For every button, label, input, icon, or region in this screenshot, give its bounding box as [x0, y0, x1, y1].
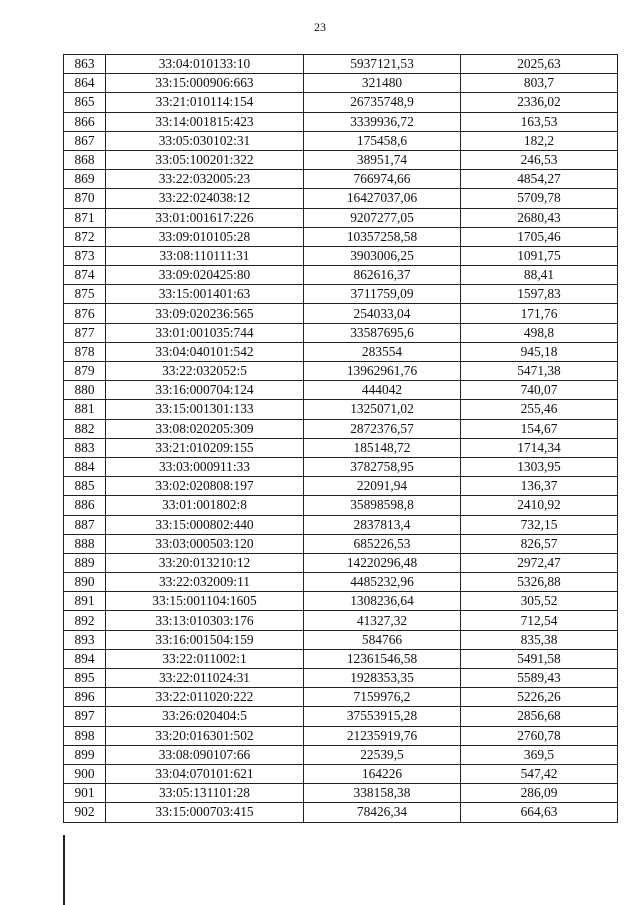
table-row [64, 726, 618, 745]
row-number-cell: 873 [64, 246, 106, 265]
amount-cell: 712,54 [461, 611, 618, 630]
table-row [64, 803, 618, 822]
row-number-cell: 885 [64, 477, 106, 496]
amount-cell: 2856,68 [461, 707, 618, 726]
row-number-cell: 892 [64, 611, 106, 630]
table-row [64, 669, 618, 688]
row-number-cell: 869 [64, 170, 106, 189]
cadastral-value-cell: 4485232,96 [304, 573, 461, 592]
cadastral-number-cell: 33:08:110111:31 [106, 246, 304, 265]
row-number-cell: 886 [64, 496, 106, 515]
table-row [64, 362, 618, 381]
row-number-cell: 894 [64, 649, 106, 668]
cadastral-value-cell: 3903006,25 [304, 246, 461, 265]
amount-cell: 2025,63 [461, 55, 618, 74]
table-row [64, 55, 618, 74]
cadastral-number-cell: 33:03:000911:33 [106, 457, 304, 476]
cadastral-value-cell: 2837813,4 [304, 515, 461, 534]
row-number-cell: 901 [64, 784, 106, 803]
cadastral-value-cell: 1308236,64 [304, 592, 461, 611]
table-row [64, 227, 618, 246]
cadastral-number-cell: 33:03:000503:120 [106, 534, 304, 553]
cadastral-number-cell: 33:01:001617:226 [106, 208, 304, 227]
amount-cell: 5326,88 [461, 573, 618, 592]
cadastral-number-cell: 33:16:000704:124 [106, 381, 304, 400]
amount-cell: 5589,43 [461, 669, 618, 688]
cadastral-value-cell: 685226,53 [304, 534, 461, 553]
cadastral-number-cell: 33:13:010303:176 [106, 611, 304, 630]
row-number-cell: 884 [64, 457, 106, 476]
row-number-cell: 881 [64, 400, 106, 419]
cadastral-number-cell: 33:01:001035:744 [106, 323, 304, 342]
table-row [64, 419, 618, 438]
cadastral-number-cell: 33:04:070101:621 [106, 764, 304, 783]
amount-cell: 5471,38 [461, 362, 618, 381]
table-row [64, 112, 618, 131]
cadastral-value-cell: 26735748,9 [304, 93, 461, 112]
cadastral-value-cell: 2872376,57 [304, 419, 461, 438]
cadastral-value-cell: 41327,32 [304, 611, 461, 630]
table-row [64, 74, 618, 93]
cadastral-value-cell: 22091,94 [304, 477, 461, 496]
table-row [64, 630, 618, 649]
table-row [64, 93, 618, 112]
amount-cell: 826,57 [461, 534, 618, 553]
cadastral-number-cell: 33:02:020808:197 [106, 477, 304, 496]
cadastral-number-cell: 33:16:001504:159 [106, 630, 304, 649]
cadastral-value-cell: 254033,04 [304, 304, 461, 323]
row-number-cell: 865 [64, 93, 106, 112]
table-row [64, 688, 618, 707]
amount-cell: 2760,78 [461, 726, 618, 745]
table-row [64, 707, 618, 726]
amount-cell: 255,46 [461, 400, 618, 419]
row-number-cell: 896 [64, 688, 106, 707]
table-row [64, 189, 618, 208]
table-row [64, 764, 618, 783]
row-number-cell: 891 [64, 592, 106, 611]
cadastral-number-cell: 33:05:131101:28 [106, 784, 304, 803]
page-number: 23 [314, 20, 326, 34]
cadastral-number-cell: 33:04:040101:542 [106, 342, 304, 361]
cadastral-number-cell: 33:26:020404:5 [106, 707, 304, 726]
table-row [64, 649, 618, 668]
table-row [64, 515, 618, 534]
row-number-cell: 871 [64, 208, 106, 227]
table-row [64, 342, 618, 361]
cadastral-number-cell: 33:14:001815:423 [106, 112, 304, 131]
cadastral-value-cell: 321480 [304, 74, 461, 93]
cadastral-number-cell: 33:22:032052:5 [106, 362, 304, 381]
cadastral-number-cell: 33:05:030102:31 [106, 131, 304, 150]
table-row [64, 745, 618, 764]
cadastral-number-cell: 33:15:001401:63 [106, 285, 304, 304]
amount-cell: 2972,47 [461, 553, 618, 572]
cadastral-number-cell: 33:08:020205:309 [106, 419, 304, 438]
row-number-cell: 889 [64, 553, 106, 572]
row-number-cell: 864 [64, 74, 106, 93]
cadastral-value-cell: 338158,38 [304, 784, 461, 803]
cadastral-value-cell: 21235919,76 [304, 726, 461, 745]
table-row [64, 208, 618, 227]
table-row [64, 477, 618, 496]
cadastral-value-cell: 1325071,02 [304, 400, 461, 419]
amount-cell: 182,2 [461, 131, 618, 150]
row-number-cell: 880 [64, 381, 106, 400]
amount-cell: 664,63 [461, 803, 618, 822]
cadastral-value-cell: 584766 [304, 630, 461, 649]
table-row [64, 784, 618, 803]
amount-cell: 5709,78 [461, 189, 618, 208]
amount-cell: 154,67 [461, 419, 618, 438]
amount-cell: 945,18 [461, 342, 618, 361]
amount-cell: 4854,27 [461, 170, 618, 189]
row-number-cell: 883 [64, 438, 106, 457]
amount-cell: 2336,02 [461, 93, 618, 112]
row-number-cell: 876 [64, 304, 106, 323]
amount-cell: 1705,46 [461, 227, 618, 246]
row-number-cell: 879 [64, 362, 106, 381]
row-number-cell: 867 [64, 131, 106, 150]
table-row [64, 150, 618, 169]
amount-cell: 835,38 [461, 630, 618, 649]
amount-cell: 1091,75 [461, 246, 618, 265]
cadastral-table [63, 54, 618, 823]
cadastral-number-cell: 33:15:001301:133 [106, 400, 304, 419]
cadastral-number-cell: 33:01:001802:8 [106, 496, 304, 515]
row-number-cell: 900 [64, 764, 106, 783]
row-number-cell: 893 [64, 630, 106, 649]
table-row [64, 534, 618, 553]
table-row [64, 553, 618, 572]
cadastral-number-cell: 33:15:000703:415 [106, 803, 304, 822]
cadastral-number-cell: 33:04:010133:10 [106, 55, 304, 74]
table-row [64, 457, 618, 476]
cadastral-value-cell: 766974,66 [304, 170, 461, 189]
cadastral-value-cell: 185148,72 [304, 438, 461, 457]
row-number-cell: 877 [64, 323, 106, 342]
cadastral-value-cell: 14220296,48 [304, 553, 461, 572]
cadastral-number-cell: 33:22:032009:11 [106, 573, 304, 592]
cadastral-value-cell: 3711759,09 [304, 285, 461, 304]
row-number-cell: 890 [64, 573, 106, 592]
amount-cell: 1714,34 [461, 438, 618, 457]
amount-cell: 2410,92 [461, 496, 618, 515]
cadastral-value-cell: 175458,6 [304, 131, 461, 150]
cadastral-number-cell: 33:09:020236:565 [106, 304, 304, 323]
cadastral-value-cell: 35898598,8 [304, 496, 461, 515]
row-number-cell: 868 [64, 150, 106, 169]
cadastral-number-cell: 33:15:000906:663 [106, 74, 304, 93]
row-number-cell: 866 [64, 112, 106, 131]
cadastral-number-cell: 33:22:032005:23 [106, 170, 304, 189]
table-row [64, 573, 618, 592]
table-row [64, 496, 618, 515]
cadastral-number-cell: 33:15:001104:1605 [106, 592, 304, 611]
row-number-cell: 888 [64, 534, 106, 553]
table-row [64, 266, 618, 285]
cadastral-number-cell: 33:09:010105:28 [106, 227, 304, 246]
table-row [64, 381, 618, 400]
amount-cell: 803,7 [461, 74, 618, 93]
cadastral-number-cell: 33:20:013210:12 [106, 553, 304, 572]
page-margin-line [63, 835, 65, 905]
cadastral-value-cell: 16427037,06 [304, 189, 461, 208]
cadastral-number-cell: 33:21:010114:154 [106, 93, 304, 112]
table-body [64, 55, 618, 823]
row-number-cell: 902 [64, 803, 106, 822]
cadastral-value-cell: 444042 [304, 381, 461, 400]
cadastral-value-cell: 10357258,58 [304, 227, 461, 246]
cadastral-value-cell: 9207277,05 [304, 208, 461, 227]
amount-cell: 171,76 [461, 304, 618, 323]
row-number-cell: 898 [64, 726, 106, 745]
amount-cell: 1303,95 [461, 457, 618, 476]
cadastral-value-cell: 22539,5 [304, 745, 461, 764]
cadastral-value-cell: 78426,34 [304, 803, 461, 822]
cadastral-number-cell: 33:22:011002:1 [106, 649, 304, 668]
amount-cell: 547,42 [461, 764, 618, 783]
amount-cell: 88,41 [461, 266, 618, 285]
amount-cell: 246,53 [461, 150, 618, 169]
cadastral-number-cell: 33:09:020425:80 [106, 266, 304, 285]
cadastral-number-cell: 33:22:024038:12 [106, 189, 304, 208]
cadastral-value-cell: 3782758,95 [304, 457, 461, 476]
row-number-cell: 895 [64, 669, 106, 688]
amount-cell: 136,37 [461, 477, 618, 496]
cadastral-number-cell: 33:08:090107:66 [106, 745, 304, 764]
table-row [64, 323, 618, 342]
cadastral-number-cell: 33:15:000802:440 [106, 515, 304, 534]
row-number-cell: 874 [64, 266, 106, 285]
cadastral-value-cell: 33587695,6 [304, 323, 461, 342]
row-number-cell: 878 [64, 342, 106, 361]
cadastral-value-cell: 12361546,58 [304, 649, 461, 668]
table-row [64, 170, 618, 189]
table-row [64, 304, 618, 323]
cadastral-value-cell: 37553915,28 [304, 707, 461, 726]
amount-cell: 740,07 [461, 381, 618, 400]
amount-cell: 1597,83 [461, 285, 618, 304]
row-number-cell: 897 [64, 707, 106, 726]
cadastral-number-cell: 33:22:011024:31 [106, 669, 304, 688]
cadastral-value-cell: 283554 [304, 342, 461, 361]
table-row [64, 592, 618, 611]
row-number-cell: 875 [64, 285, 106, 304]
table-row [64, 611, 618, 630]
table-row [64, 246, 618, 265]
amount-cell: 732,15 [461, 515, 618, 534]
table-row [64, 438, 618, 457]
amount-cell: 369,5 [461, 745, 618, 764]
cadastral-value-cell: 38951,74 [304, 150, 461, 169]
cadastral-number-cell: 33:05:100201:322 [106, 150, 304, 169]
row-number-cell: 872 [64, 227, 106, 246]
cadastral-value-cell: 7159976,2 [304, 688, 461, 707]
table-row [64, 131, 618, 150]
row-number-cell: 863 [64, 55, 106, 74]
row-number-cell: 882 [64, 419, 106, 438]
cadastral-value-cell: 1928353,35 [304, 669, 461, 688]
amount-cell: 2680,43 [461, 208, 618, 227]
cadastral-value-cell: 5937121,53 [304, 55, 461, 74]
table-row [64, 285, 618, 304]
amount-cell: 498,8 [461, 323, 618, 342]
amount-cell: 163,53 [461, 112, 618, 131]
cadastral-number-cell: 33:21:010209:155 [106, 438, 304, 457]
cadastral-value-cell: 164226 [304, 764, 461, 783]
row-number-cell: 899 [64, 745, 106, 764]
amount-cell: 286,09 [461, 784, 618, 803]
cadastral-number-cell: 33:20:016301:502 [106, 726, 304, 745]
amount-cell: 5491,58 [461, 649, 618, 668]
cadastral-number-cell: 33:22:011020:222 [106, 688, 304, 707]
table-row [64, 400, 618, 419]
row-number-cell: 870 [64, 189, 106, 208]
cadastral-value-cell: 13962961,76 [304, 362, 461, 381]
amount-cell: 5226,26 [461, 688, 618, 707]
row-number-cell: 887 [64, 515, 106, 534]
amount-cell: 305,52 [461, 592, 618, 611]
cadastral-value-cell: 862616,37 [304, 266, 461, 285]
cadastral-value-cell: 3339936,72 [304, 112, 461, 131]
